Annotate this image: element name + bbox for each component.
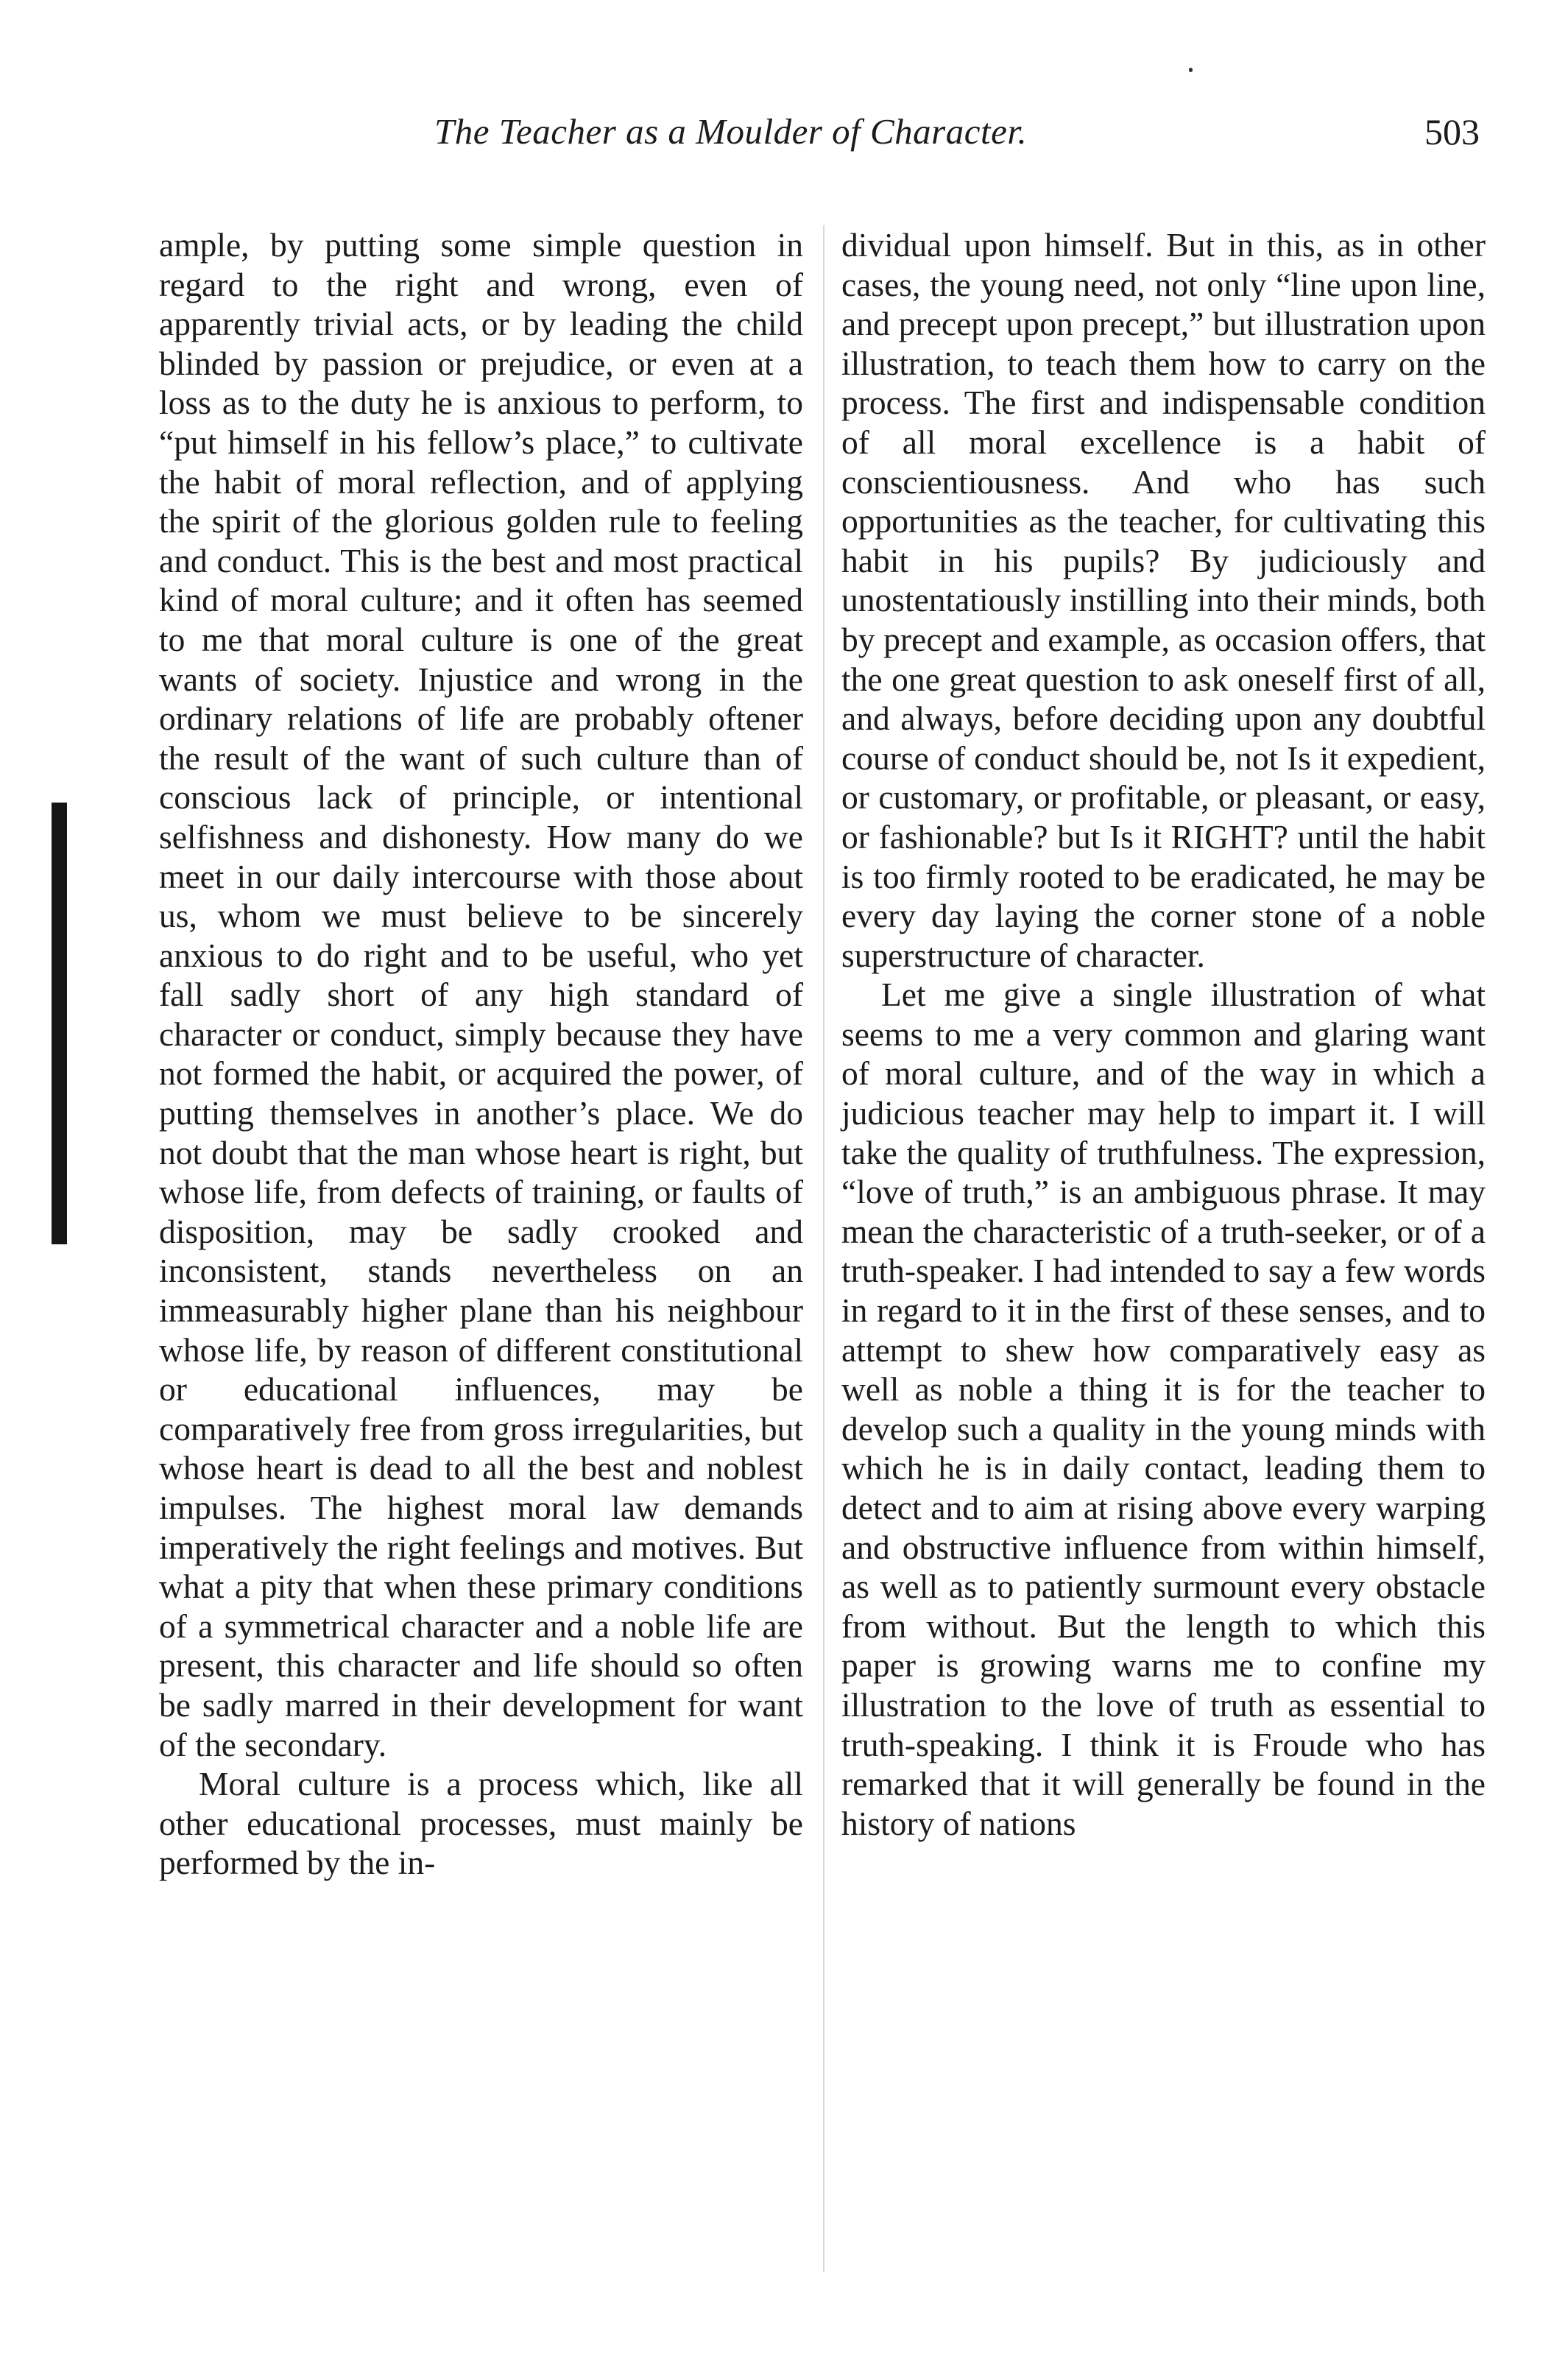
margin-mark-bar (52, 803, 67, 1244)
right-paragraph-2: Let me give a single illustration of what seems to me a very common and glaring want of moral culture, and of the way in which a judicious teacher may help to impart it. I will take the quality of truthfulness. The expression, “love of truth,” is an ambiguous phrase. It may mean the characteristic of a truth-seeker, or of a truth-speaker. I had intended to say a few words in regard to it in the first of these senses, and to attempt to shew how comparatively easy as well as noble a thing it is for the teacher to develop such a quality in the young minds with which he is in daily contact, leading them to detect and to aim at rising above every warping and obstructive influence from within himself, as well as to patiently surmount every obstacle from without. But the length to which this paper is growing warns me to confine my illustration to the love of truth as essential to truth-speaking. I think it is Froude who has remarked that it will generally be found in the history of nations (841, 976, 1486, 1842)
column-divider (823, 225, 824, 2272)
running-title: The Teacher as a Moulder of Character. (434, 111, 1028, 152)
running-head (155, 110, 1480, 169)
right-column (841, 225, 1486, 1843)
left-paragraph-2: Moral culture is a process which, like all other educational processes, must mainly be performed by the in- (159, 1765, 803, 1882)
left-paragraph-1: ample, by putting some simple question in regard to the right and wrong, even of apparently trivial acts, or by leading the child blinded by passion or prejudice, or even at a loss as to the duty he is anxious to perform, to “put himself in his fellow’s place,” to cultivate the habit of moral reflection, and of applying the spirit of the glorious golden rule to feeling and conduct. This is the best and most practical kind of moral culture; and it often has seemed to me that moral culture is one of the great wants of society. Injustice and wrong in the ordinary relations of life are probably oftener the result of the want of such culture than of conscious lack of principle, or intentional selfishness and dishonesty. How many do we meet in our daily intercourse with those about us, whom we must believe to be sincerely anxious to do right and to be useful, who yet fall sadly short of any high standard of character or conduct, simply because they have not formed the habit, or acquired the power, of putting themselves in another’s place. We do not doubt that the man whose heart is right, but whose life, from defects of training, or faults of disposition, may be sadly crooked and inconsistent, stands nevertheless on an immeasurably higher plane than his neighbour whose life, by reason of different constitutional or educational influences, may be comparatively free from gross irregularities, but whose heart is dead to all the best and noblest impulses. The highest moral law demands imperatively the right feelings and motives. But what a pity that when these primary conditions of a symmetrical character and a noble life are present, this character and life should so often be sadly marred in their development for want of the secondary. (159, 226, 803, 1763)
ink-speck (1189, 68, 1193, 72)
right-paragraph-1: dividual upon himself. But in this, as in other cases, the young need, not only “line upon line, and precept upon precept,” but illustration upon illustration, to teach them how to carry on the process. The first and indispensable condition of all moral excellence is a habit of conscientiousness. And who has such opportunities as the teacher, for cultivating this habit in his pupils? By judiciously and unostentatiously instilling into their minds, both by precept and example, as occasion offers, that the one great question to ask oneself first of all, and always, before deciding upon any doubtful course of conduct should be, not Is it expedient, or customary, or profitable, or pleasant, or easy, or fashionable? but Is it RIGHT? until the habit is too firmly rooted to be eradicated, he may be every day laying the corner stone of a noble superstructure of character. (841, 226, 1486, 974)
left-column (159, 225, 803, 1883)
page-number: 503 (1424, 111, 1480, 152)
